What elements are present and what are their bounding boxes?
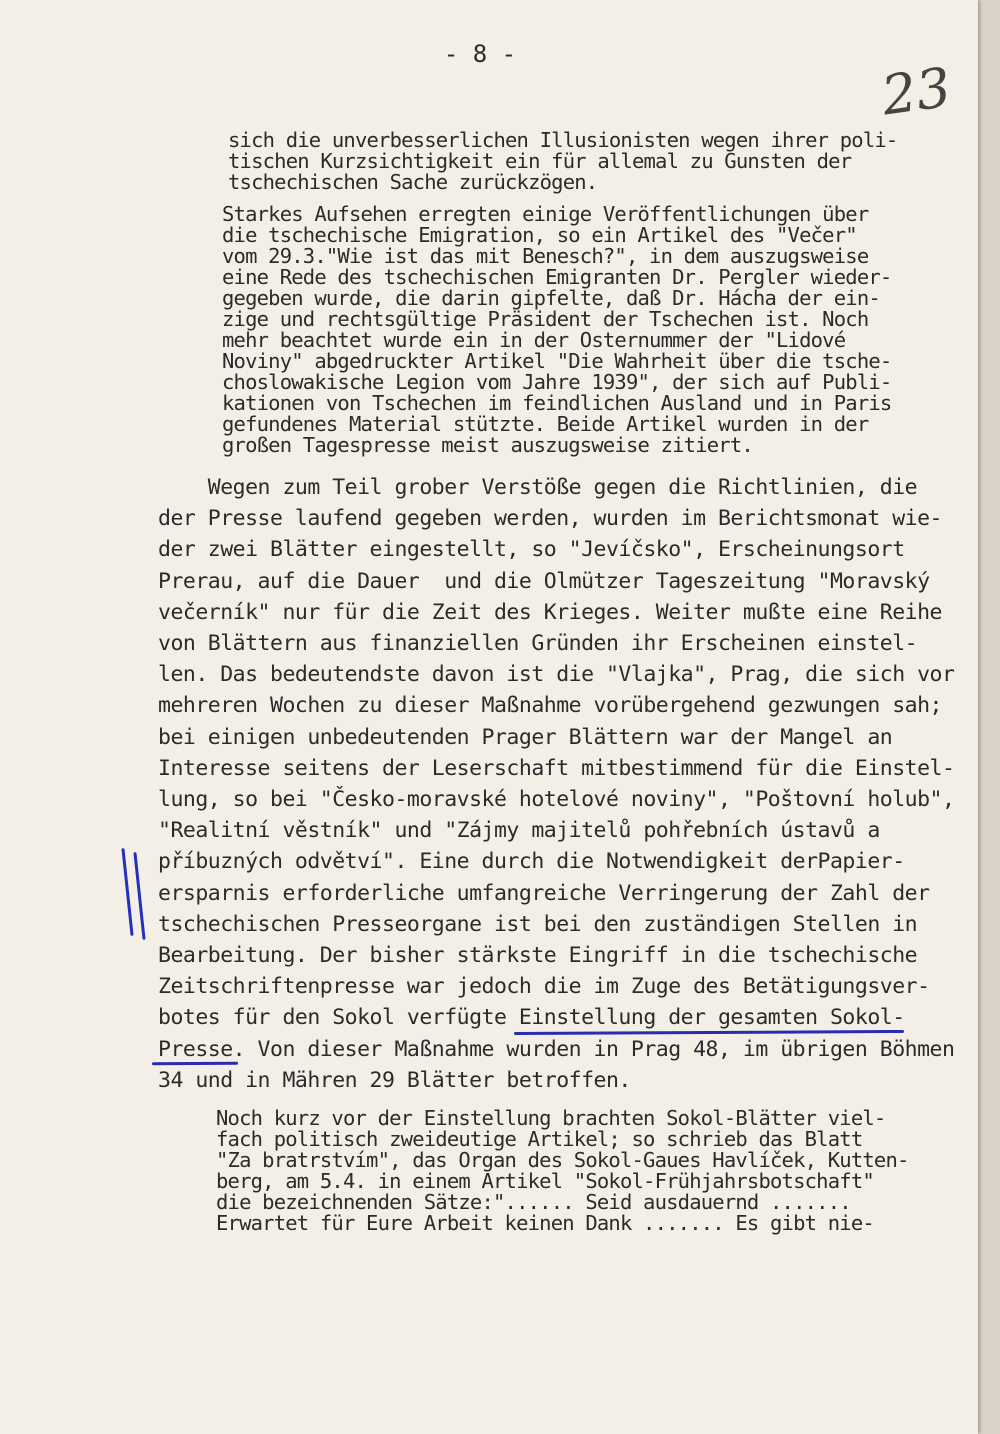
- paragraph-continuation: [228, 130, 897, 193]
- text-line: večerník" nur für die Zeit des Krieges. Weiter mußte eine Reihe: [158, 599, 942, 625]
- text-line: vom 29.3."Wie ist das mit Benesch?", in dem auszugsweise: [222, 244, 869, 268]
- pen-underline-presse: [152, 1062, 238, 1065]
- text-line: 34 und in Mähren 29 Blätter betroffen.: [158, 1067, 631, 1093]
- text-line: Noch kurz vor der Einstellung brachten Sokol-Blätter viel-: [216, 1106, 886, 1130]
- text-line: mehreren Wochen zu dieser Maßnahme vorübergehend gezwungen sah;: [158, 693, 942, 719]
- text-line: ersparnis erforderliche umfangreiche Verringerung der Zahl der: [158, 880, 930, 906]
- paragraph-sokol: [216, 1108, 909, 1234]
- paragraph-emigration: [222, 204, 891, 456]
- text-line: příbuzných odvětví". Eine durch die Notwendigkeit derPapier-: [158, 849, 905, 875]
- text-line: Bearbeitung. Der bisher stärkste Eingriff in die tschechische: [158, 943, 918, 969]
- text-line: die bezeichnenden Sätze:"...... Seid ausdauernd .......: [216, 1190, 851, 1214]
- text-line: choslowakische Legion vom Jahre 1939", der sich auf Publi-: [222, 370, 892, 394]
- paragraph-press-measures: [158, 472, 954, 1096]
- text-line: botes für den Sokol verfügte Einstellung der gesamten Sokol-: [158, 1005, 905, 1031]
- text-line: tschechischen Presseorgane ist bei den zuständigen Stellen in: [158, 911, 918, 937]
- text-line: Erwartet für Eure Arbeit keinen Dank ....... Es gibt nie-: [216, 1211, 874, 1235]
- text-line: Interesse seitens der Leserschaft mitbestimmend für die Einstel-: [158, 755, 955, 781]
- text-line: mehr beachtet wurde ein in der Osternummer der "Lidové: [222, 328, 846, 352]
- text-line: Noviny" abgedruckter Artikel "Die Wahrheit über die tsche-: [222, 349, 892, 373]
- text-line: von Blättern aus finanziellen Gründen ihr Erscheinen einstel-: [158, 631, 918, 657]
- text-line: Starkes Aufsehen erregten einige Veröffentlichungen über: [222, 202, 869, 226]
- margin-mark-right: [133, 852, 145, 940]
- text-line: berg, am 5.4. in einem Artikel "Sokol-Frühjahrsbotschaft": [216, 1169, 874, 1193]
- text-line: tischen Kurzsichtigkeit ein für allemal zu Gunsten der: [228, 149, 852, 173]
- text-line: großen Tagespresse meist auszugsweise zitiert.: [222, 433, 753, 457]
- text-line: Prerau, auf die Dauer und die Olmützer Tageszeitung "Moravský: [158, 568, 930, 594]
- text-line: lung, so bei "Česko-moravské hotelové noviny", "Poštovní holub",: [158, 787, 955, 813]
- text-line: gefundenes Material stützte. Beide Artikel wurden in der: [222, 412, 869, 436]
- text-line: fach politisch zweideutige Artikel; so schrieb das Blatt: [216, 1127, 863, 1151]
- text-line: "Za bratrstvím", das Organ des Sokol-Gaues Havlíček, Kutten-: [216, 1148, 909, 1172]
- text-line: kationen von Tschechen im feindlichen Ausland und in Paris: [222, 391, 892, 415]
- text-line: zige und rechtsgültige Präsident der Tschechen ist. Noch: [222, 307, 869, 331]
- text-line: gegeben wurde, die darin gipfelte, daß Dr. Hácha der ein-: [222, 286, 880, 310]
- handwritten-folio-number: 23: [877, 55, 955, 128]
- margin-mark-left: [121, 848, 133, 936]
- text-line: len. Das bedeutendste davon ist die "Vlajka", Prag, die sich vor: [158, 662, 955, 688]
- text-line: Wegen zum Teil grober Verstöße gegen die Richtlinien, die: [158, 475, 918, 500]
- page-number: - 8 -: [443, 40, 517, 68]
- text-line: die tschechische Emigration, so ein Artikel des "Večer": [222, 223, 857, 247]
- text-line: sich die unverbesserlichen Illusionisten wegen ihrer poli-: [228, 128, 898, 152]
- text-line: eine Rede des tschechischen Emigranten Dr. Pergler wieder-: [222, 265, 892, 289]
- text-line: tschechischen Sache zurückzögen.: [228, 170, 598, 194]
- text-line: der zwei Blätter eingestellt, so "Jevíčsko", Erscheinungsort: [158, 537, 905, 563]
- text-line: der Presse laufend gegeben werden, wurden im Berichtsmonat wie-: [158, 506, 942, 532]
- text-line: Zeitschriftenpresse war jedoch die im Zuge des Betätigungsver-: [158, 974, 930, 1000]
- text-line: bei einigen unbedeutenden Prager Blättern war der Mangel an: [158, 724, 893, 750]
- text-line: Presse. Von dieser Maßnahme wurden in Prag 48, im übrigen Böhmen: [158, 1036, 955, 1062]
- text-line: "Realitní věstník" und "Zájmy majitelů pohřebních ústavů a: [158, 818, 880, 844]
